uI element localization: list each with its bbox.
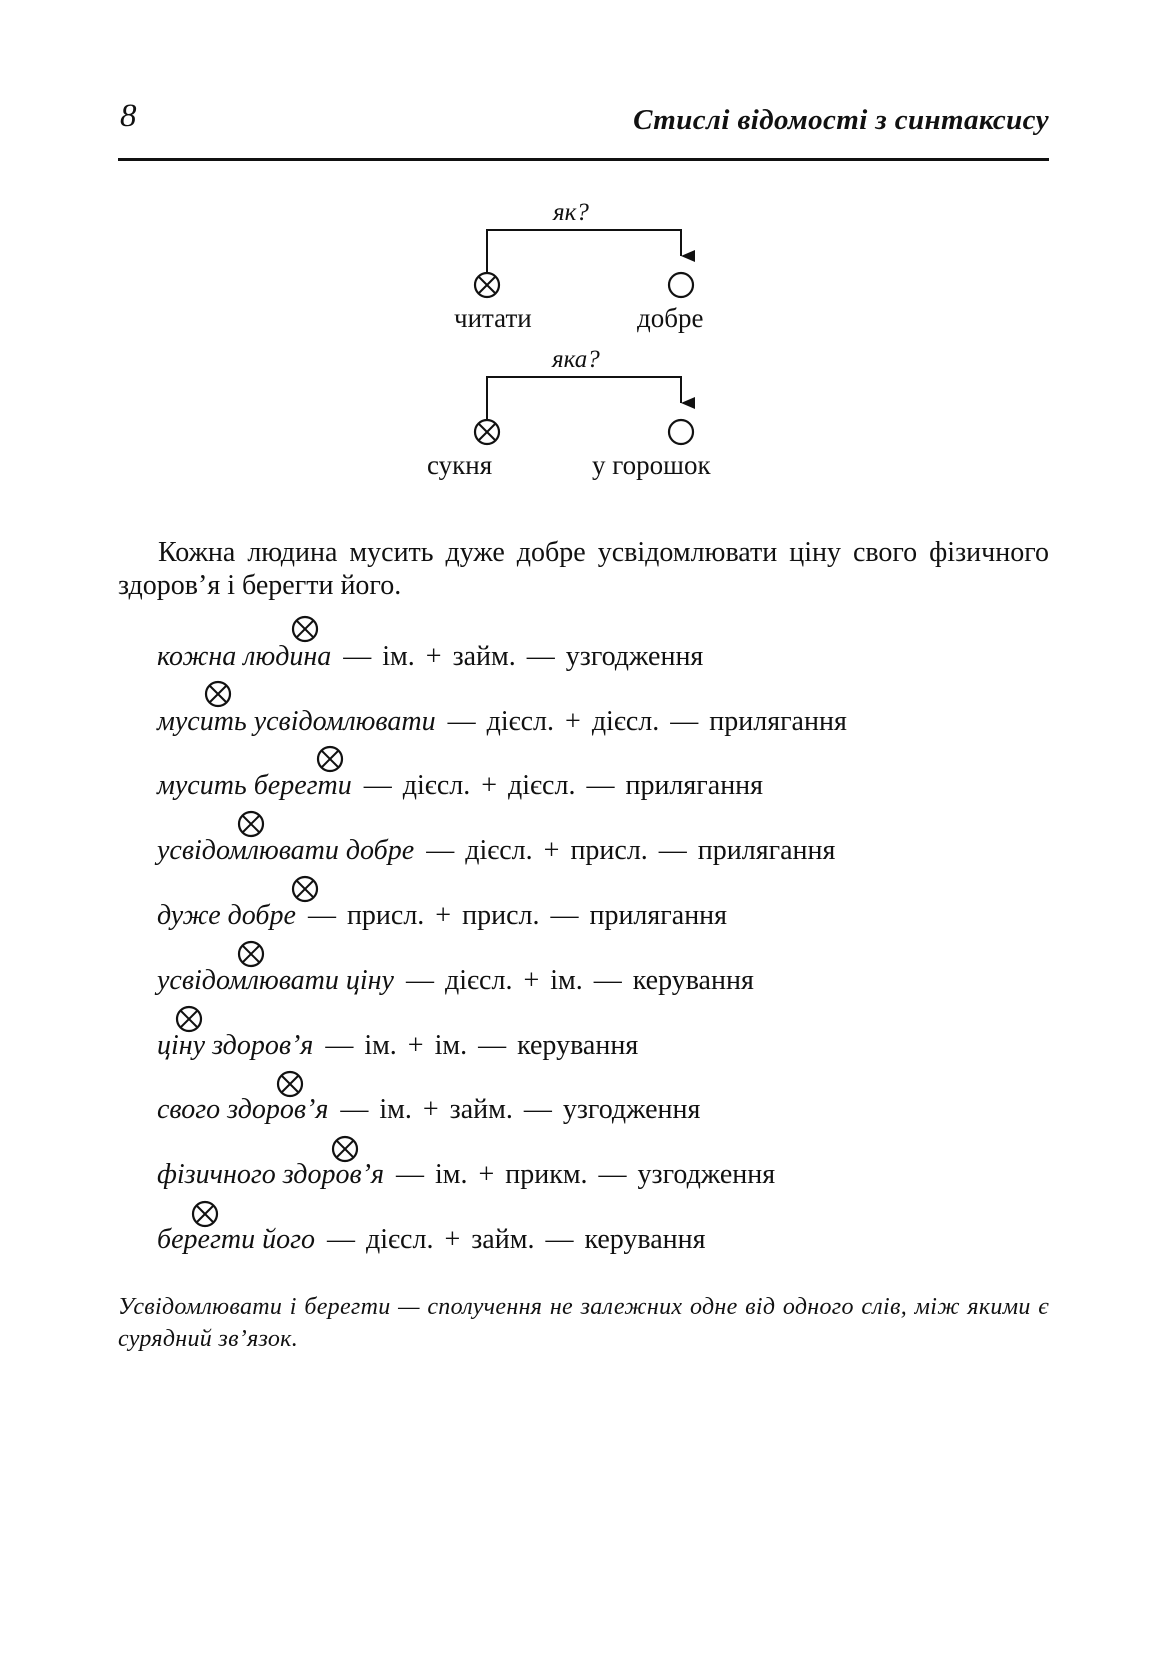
main-word-marker-icon (316, 745, 344, 773)
running-title: Стислі відомості з синтаксису (633, 104, 1049, 136)
phrase-analysis: — дієсл. + присл. — прилягання (426, 835, 836, 866)
phrase-analysis: — ім. + займ. — узгодження (340, 1094, 701, 1125)
phrase-row (157, 1030, 638, 1070)
page-number: 8 (120, 98, 137, 134)
phrase-row (157, 706, 847, 746)
diagram-dependent-word: у горошок (592, 450, 711, 480)
main-word-marker-icon (204, 680, 232, 708)
phrase-analysis: — дієсл. + займ. — керування (327, 1224, 706, 1255)
phrase-text: кожна людина (157, 641, 332, 672)
main-word-marker-icon (291, 615, 319, 643)
phrase-row (157, 835, 835, 875)
diagram-main-word: читати (454, 303, 532, 333)
phrase-analysis: — ім. + прикм. — узгодження (395, 1159, 776, 1190)
main-word-marker-icon (276, 1070, 304, 1098)
main-word-marker-icon (331, 1135, 359, 1163)
phrase-row (157, 1094, 700, 1134)
phrase-text: мусить усвідомлювати (157, 706, 436, 737)
phrase-text: усвідомлювати добре (157, 835, 415, 866)
phrase-analysis: — дієсл. + дієсл. — прилягання (447, 706, 847, 737)
main-word-marker-icon (237, 940, 265, 968)
main-word-marker-icon (291, 875, 319, 903)
phrase-row (157, 641, 703, 681)
phrase-diagram-1 (400, 199, 760, 345)
phrase-analysis: — дієсл. + ім. — керування (406, 965, 754, 996)
main-word-marker-icon (237, 810, 265, 838)
phrase-analysis: — присл. + присл. — прилягання (307, 900, 728, 931)
main-word-marker-icon (175, 1005, 203, 1033)
phrase-text: фізичного здоров’я (157, 1159, 384, 1190)
phrase-row (157, 965, 754, 1005)
phrase-analysis: — дієсл. + дієсл. — прилягання (363, 770, 764, 801)
dependent-word-marker-icon (669, 420, 693, 444)
phrase-analysis: — ім. + ім. — керування (325, 1030, 639, 1061)
header-rule (118, 158, 1049, 161)
phrase-row (157, 1224, 706, 1264)
example-sentence: Кожна людина мусить дуже добре усвідомлювати ціну свого фізичного здоров’я і берегти його. (118, 537, 1049, 601)
phrase-row (157, 1159, 775, 1199)
main-word-marker-icon (191, 1200, 219, 1228)
phrase-text: мусить берегти (157, 770, 352, 801)
phrase-diagram-2 (400, 346, 760, 492)
phrase-row (157, 770, 763, 810)
phrase-text: усвідомлювати ціну (157, 965, 394, 996)
phrase-row (157, 900, 727, 940)
diagram-dependent-word: добре (637, 303, 704, 333)
diagram-question: як? (553, 199, 589, 226)
phrase-text: свого здоров’я (157, 1094, 329, 1125)
dependent-word-marker-icon (669, 273, 693, 297)
coordination-note: Усвідомлювати і берегти — сполучення не залежних одне від одного слів, між якими є сурядний зв’язок. (118, 1294, 1049, 1352)
diagram-question: яка? (552, 346, 600, 373)
phrase-text: берегти його (157, 1224, 316, 1255)
main-word-marker-icon (475, 420, 499, 444)
phrase-analysis: — ім. + займ. — узгодження (343, 641, 704, 672)
diagram-main-word: сукня (427, 450, 493, 480)
phrase-text: дуже добре (157, 900, 296, 931)
phrase-text: ціну здоров’я (157, 1030, 314, 1061)
main-word-marker-icon (475, 273, 499, 297)
